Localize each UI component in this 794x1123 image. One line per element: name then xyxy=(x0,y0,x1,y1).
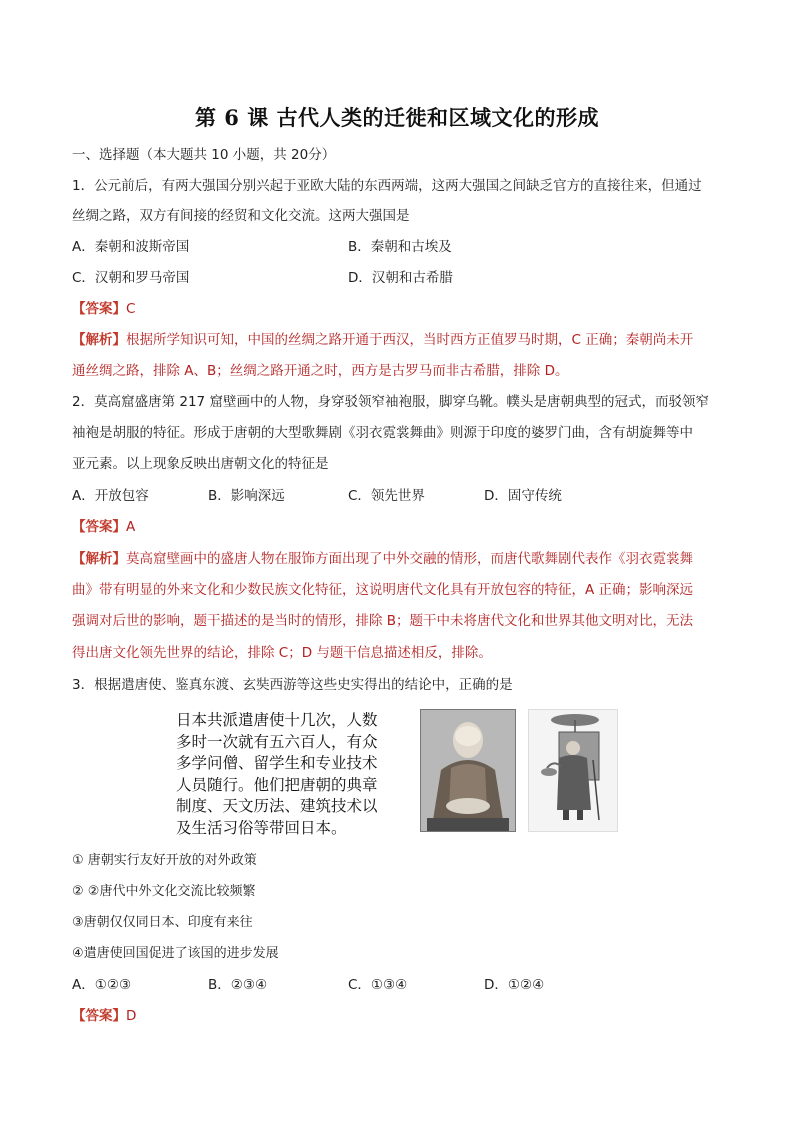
q2-analysis-line1 xyxy=(72,549,693,569)
q2-option-a: A．开放包容 xyxy=(72,488,149,504)
seated-monk-image xyxy=(421,710,515,831)
q2-analysis-line3: 强调对后世的影响，题干描述的是当时的情形，排除 B；题干中未将唐代文化和世界其他文明对比，无法 xyxy=(72,613,694,629)
q3-quote-block xyxy=(176,710,416,839)
answer-tag: 【答案】 xyxy=(72,301,126,317)
q2-analysis-text1: 莫高窟壁画中的盛唐人物在服饰方面出现了中外交融的情形，而唐代歌舞剧代表作《羽衣霓裳舞 xyxy=(126,551,693,567)
q3-answer xyxy=(72,1006,136,1026)
q1-analysis-line1 xyxy=(72,330,693,350)
q1-option-c: C．汉朝和罗马帝国 xyxy=(72,270,190,286)
q1-option-a: A．秦朝和波斯帝国 xyxy=(72,239,190,255)
q1-option-b: B．秦朝和古埃及 xyxy=(348,239,452,255)
q3-item-4: ④遣唐使回国促进了该国的进步发展 xyxy=(72,946,279,961)
q1-answer xyxy=(72,299,135,319)
answer-value: D xyxy=(126,1008,137,1024)
q2-analysis-line4: 得出唐文化领先世界的结论，排除 C；D 与题干信息描述相反，排除。 xyxy=(72,645,492,661)
q2-option-c: C．领先世界 xyxy=(348,488,425,504)
analysis-tag: 【解析】 xyxy=(72,551,126,567)
analysis-tag: 【解析】 xyxy=(72,332,126,348)
quote-line: 多时一次就有五六百人，有众 xyxy=(176,732,378,751)
q2-answer xyxy=(72,517,135,537)
quote-line: 人员随行。他们把唐朝的典章 xyxy=(176,775,378,794)
q3-option-d: D．①②④ xyxy=(484,977,545,993)
q1-analysis-text1: 根据所学知识可知，中国的丝绸之路开通于西汉，当时西方正值罗马时期，C 正确；秦朝尚未开 xyxy=(126,332,694,348)
q2-stem-line3: 亚元素。以上现象反映出唐朝文化的特征是 xyxy=(72,456,329,472)
q1-option-d: D．汉朝和古希腊 xyxy=(348,270,453,286)
q2-analysis-line2: 曲》带有明显的外来文化和少数民族文化特征，这说明唐代文化具有开放包容的特征，A 正确；影响深远 xyxy=(72,582,694,598)
answer-tag: 【答案】 xyxy=(72,519,126,535)
q1-stem-line2: 丝绸之路，双方有间接的经贸和文化交流。这两大强国是 xyxy=(72,208,410,224)
jianzhen-statue-photo xyxy=(420,709,516,832)
traveling-monk-image xyxy=(529,710,617,831)
q3-item-1: ① 唐朝实行友好开放的对外政策 xyxy=(72,853,257,868)
q2-option-b: B．影响深远 xyxy=(208,488,285,504)
page-title: 第 6 课 古代人类的迁徙和区域文化的形成 xyxy=(194,105,600,130)
xuanzang-painting xyxy=(528,709,618,832)
answer-value: C xyxy=(126,301,136,317)
q3-stem: 3．根据遣唐使、鉴真东渡、玄奘西游等这些史实得出的结论中，正确的是 xyxy=(72,677,513,693)
q3-option-b: B．②③④ xyxy=(208,977,268,993)
q3-item-3: ③唐朝仅仅同日本、印度有来往 xyxy=(72,915,253,930)
q2-stem-line1: 2．莫高窟盛唐第 217 窟壁画中的人物，身穿驳领窄袖袍服，脚穿乌靴。幞头是唐朝典型的冠式，而驳领窄 xyxy=(72,394,709,410)
q3-option-c: C．①③④ xyxy=(348,977,408,993)
quote-line: 制度、天文历法、建筑技术以 xyxy=(176,797,378,815)
q2-stem-line2: 袖袍是胡服的特征。形成于唐朝的大型歌舞剧《羽衣霓裳舞曲》则源于印度的婆罗门曲，含有胡旋舞等中 xyxy=(72,425,693,441)
section-heading: 一、选择题（本大题共 10 小题，共 20分） xyxy=(72,147,336,163)
quote-line: 多学问僧、留学生和专业技术 xyxy=(176,754,378,772)
q3-item-2: ② ②唐代中外文化交流比较频繁 xyxy=(72,884,256,899)
answer-value: A xyxy=(126,519,136,535)
q1-analysis-line2: 通丝绸之路，排除 A、B；丝绸之路开通之时，西方是古罗马而非古希腊，排除 D。 xyxy=(72,363,569,379)
q1-stem-line1: 1．公元前后，有两大强国分别兴起于亚欧大陆的东西两端，这两大强国之间缺乏官方的直接往来，但通过 xyxy=(72,178,702,194)
quote-line: 及生活习俗等带回日本。 xyxy=(176,818,347,837)
quote-line: 日本共派遣唐使十几次，人数 xyxy=(176,711,378,729)
q2-option-d: D．固守传统 xyxy=(484,488,562,504)
q3-option-a: A．①②③ xyxy=(72,977,132,993)
answer-tag: 【答案】 xyxy=(72,1008,126,1024)
